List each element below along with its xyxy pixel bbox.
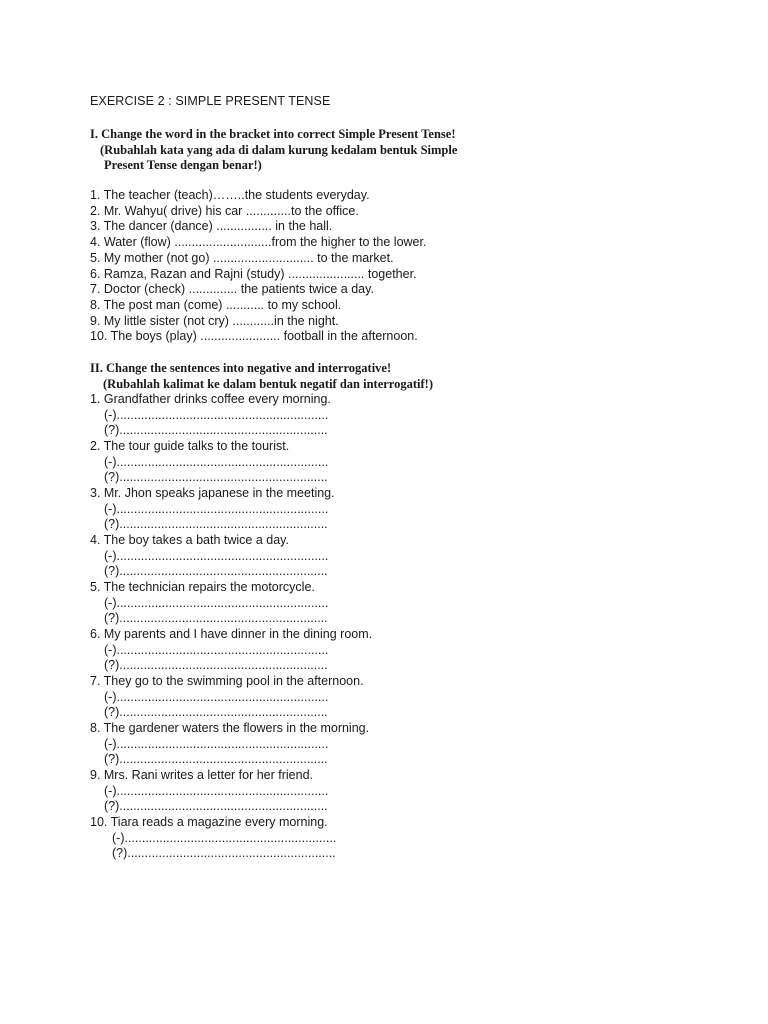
exercise1-item: 4. Water (flow) ............................from the higher to the lower.	[90, 235, 427, 250]
interrogative-answer-blank[interactable]: (?)............................................................	[104, 423, 328, 437]
section2-subheading: (Rubahlah kalimat ke dalam bentuk negatif dan interrogatif!)	[103, 377, 434, 391]
exercise2-sentence: 8. The gardener waters the flowers in the morning.	[90, 721, 370, 735]
section1-heading: I. Change the word in the bracket into correct Simple Present Tense!	[90, 127, 456, 141]
exercise2-sentence: 4. The boy takes a bath twice a day.	[90, 533, 289, 547]
exercise2-sentence: 2. The tour guide talks to the tourist.	[90, 439, 290, 453]
exercise2-sentence: 10. Tiara reads a magazine every morning.	[90, 815, 328, 829]
negative-answer-blank[interactable]: (-).............................................................	[104, 643, 329, 657]
exercise1-item: 1. The teacher (teach)……..the students everyday.	[90, 188, 370, 202]
exercise1-item: 7. Doctor (check) .............. the patients twice a day.	[90, 282, 374, 297]
interrogative-answer-blank[interactable]: (?)............................................................	[104, 470, 328, 484]
exercise2-sentence: 3. Mr. Jhon speaks japanese in the meeting.	[90, 486, 335, 500]
interrogative-answer-blank[interactable]: (?)............................................................	[104, 705, 328, 719]
interrogative-answer-blank[interactable]: (?)............................................................	[104, 564, 328, 578]
exercise1-item: 10. The boys (play) ....................... football in the afternoon.	[90, 329, 418, 344]
exercise2-sentence: 6. My parents and I have dinner in the dining room.	[90, 627, 373, 641]
section1-subheading-line1: (Rubahlah kata yang ada di dalam kurung kedalam bentuk Simple	[100, 143, 458, 157]
exercise1-item: 3. The dancer (dance) ................ in the hall.	[90, 219, 333, 234]
exercise1-item: 8. The post man (come) ........... to my school.	[90, 297, 342, 312]
negative-answer-blank[interactable]: (-).............................................................	[104, 455, 329, 469]
exercise2-sentence: 9. Mrs. Rani writes a letter for her friend.	[90, 768, 313, 782]
negative-answer-blank[interactable]: (-).............................................................	[104, 549, 329, 563]
negative-answer-blank[interactable]: (-).............................................................	[104, 784, 329, 798]
interrogative-answer-blank[interactable]: (?)............................................................	[104, 611, 328, 625]
negative-answer-blank[interactable]: (-).............................................................	[104, 690, 329, 704]
section2-heading: II. Change the sentences into negative and interrogative!	[90, 361, 392, 375]
negative-answer-blank[interactable]: (-).............................................................	[104, 596, 329, 610]
exercise1-item: 9. My little sister (not cry) ............in the night.	[90, 313, 339, 328]
negative-answer-blank[interactable]: (-).............................................................	[104, 737, 329, 751]
negative-answer-blank[interactable]: (-).............................................................	[104, 502, 329, 516]
exercise2-sentence: 1. Grandfather drinks coffee every morning.	[90, 392, 331, 406]
interrogative-answer-blank[interactable]: (?)............................................................	[104, 752, 328, 766]
interrogative-answer-blank[interactable]: (?)............................................................	[104, 799, 328, 813]
exercise1-item: 2. Mr. Wahyu( drive) his car .............to the office.	[90, 203, 359, 218]
interrogative-answer-blank[interactable]: (?)............................................................	[104, 658, 328, 672]
negative-answer-blank[interactable]: (-).............................................................	[112, 831, 337, 845]
page-title: EXERCISE 2 : SIMPLE PRESENT TENSE	[90, 94, 331, 108]
interrogative-answer-blank[interactable]: (?)............................................................	[104, 517, 328, 531]
negative-answer-blank[interactable]: (-).............................................................	[104, 408, 329, 422]
exercise1-item: 5. My mother (not go) ............................. to the market.	[90, 250, 394, 265]
exercise1-item: 6. Ramza, Razan and Rajni (study) ...................... together.	[90, 266, 417, 281]
section1-subheading-line2: Present Tense dengan benar!)	[104, 158, 262, 172]
exercise2-sentence: 5. The technician repairs the motorcycle.	[90, 580, 315, 594]
interrogative-answer-blank[interactable]: (?)............................................................	[112, 846, 336, 860]
exercise2-sentence: 7. They go to the swimming pool in the afternoon.	[90, 674, 364, 688]
